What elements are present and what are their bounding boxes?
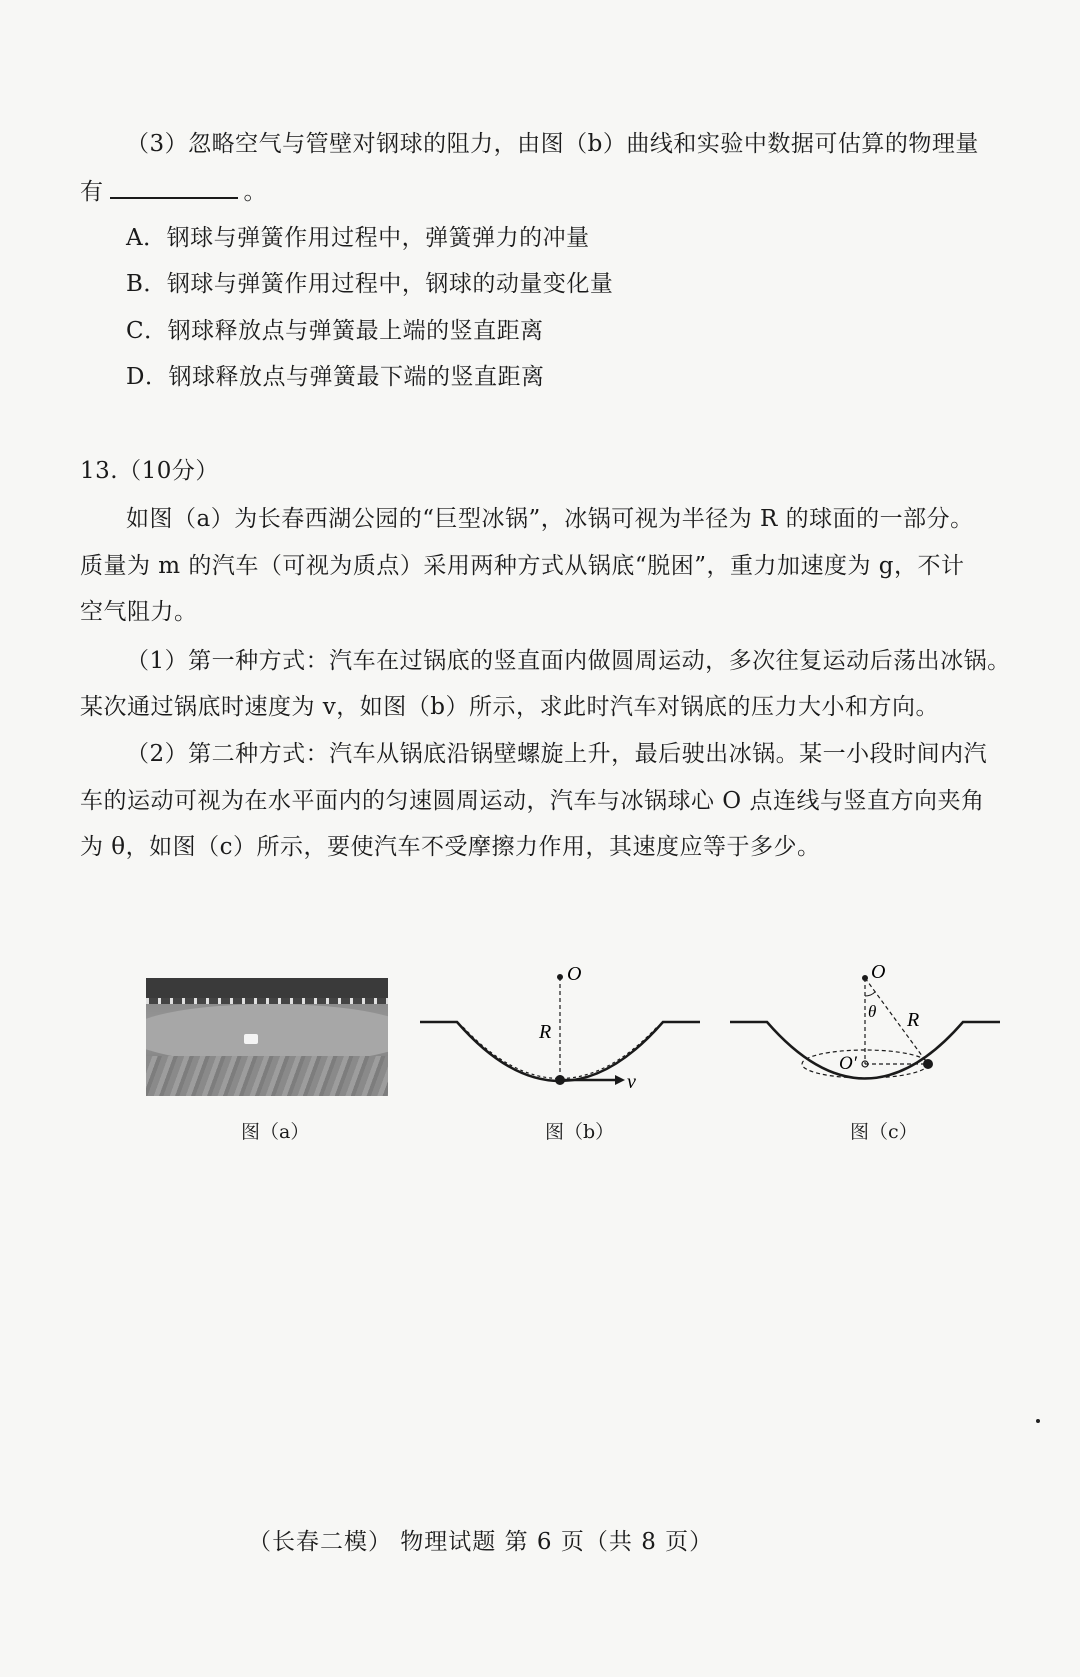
figure-b-diagram: [415, 950, 715, 1100]
q12-part3-line1: （3）忽略空气与管壁对钢球的阻力，由图（b）曲线和实验中数据可估算的物理量: [126, 131, 979, 157]
scan-speck: [1036, 1419, 1040, 1423]
figure-c-label-o-prime: O′: [839, 1053, 857, 1074]
figure-b-label-o: O: [567, 963, 582, 985]
q13-part2-3: 为 θ，如图（c）所示，要使汽车不受摩擦力作用，其速度应等于多少。: [80, 834, 821, 860]
figure-c-label-r: R: [907, 1009, 920, 1031]
figure-c-label-o: O: [871, 961, 886, 983]
option-a: A．钢球与弹簧作用过程中，弹簧弹力的冲量: [126, 225, 590, 251]
q12-part3-suffix: 。: [243, 179, 267, 205]
figure-b-label-r: R: [539, 1021, 552, 1043]
figure-a-photo: [146, 978, 388, 1096]
q13-part1-2: 某次通过锅底时速度为 v，如图（b）所示，求此时汽车对锅底的压力大小和方向。: [80, 694, 940, 720]
figure-b-label-v: v: [627, 1071, 636, 1093]
figure-b-caption: 图（b）: [545, 1121, 615, 1143]
answer-blank: [110, 175, 238, 199]
option-d: D．钢球释放点与弹簧最下端的竖直距离: [126, 364, 545, 390]
figure-c-caption: 图（c）: [850, 1121, 918, 1143]
figure-c-diagram: [725, 950, 1015, 1100]
q13-intro-2: 质量为 m 的汽车（可视为质点）采用两种方式从锅底“脱困”，重力加速度为 g，不计: [80, 553, 965, 579]
q13-part2-2: 车的运动可视为在水平面内的匀速圆周运动，汽车与冰锅球心 O 点连线与竖直方向夹角: [80, 788, 985, 814]
q13-header: 13.（10分）: [80, 458, 219, 484]
q13-intro-1: 如图（a）为长春西湖公园的“巨型冰锅”，冰锅可视为半径为 R 的球面的一部分。: [126, 506, 974, 532]
q13-intro-3: 空气阻力。: [80, 599, 198, 625]
page-footer: （长春二模） 物理试题 第 6 页（共 8 页）: [248, 1529, 714, 1555]
q13-part1-1: （1）第一种方式：汽车在过锅底的竖直面内做圆周运动，多次往复运动后荡出冰锅。: [126, 648, 1011, 674]
figure-c-label-theta: θ: [868, 1002, 877, 1021]
option-b: B．钢球与弹簧作用过程中，钢球的动量变化量: [126, 271, 614, 297]
figure-a-caption: 图（a）: [241, 1121, 310, 1143]
q12-part3-prefix: 有: [80, 179, 104, 205]
q13-part2-1: （2）第二种方式：汽车从锅底沿锅壁螺旋上升，最后驶出冰锅。某一小段时间内汽: [126, 741, 988, 767]
q12-part3-line2: [80, 175, 267, 208]
option-c: C．钢球释放点与弹簧最上端的竖直距离: [126, 318, 544, 344]
